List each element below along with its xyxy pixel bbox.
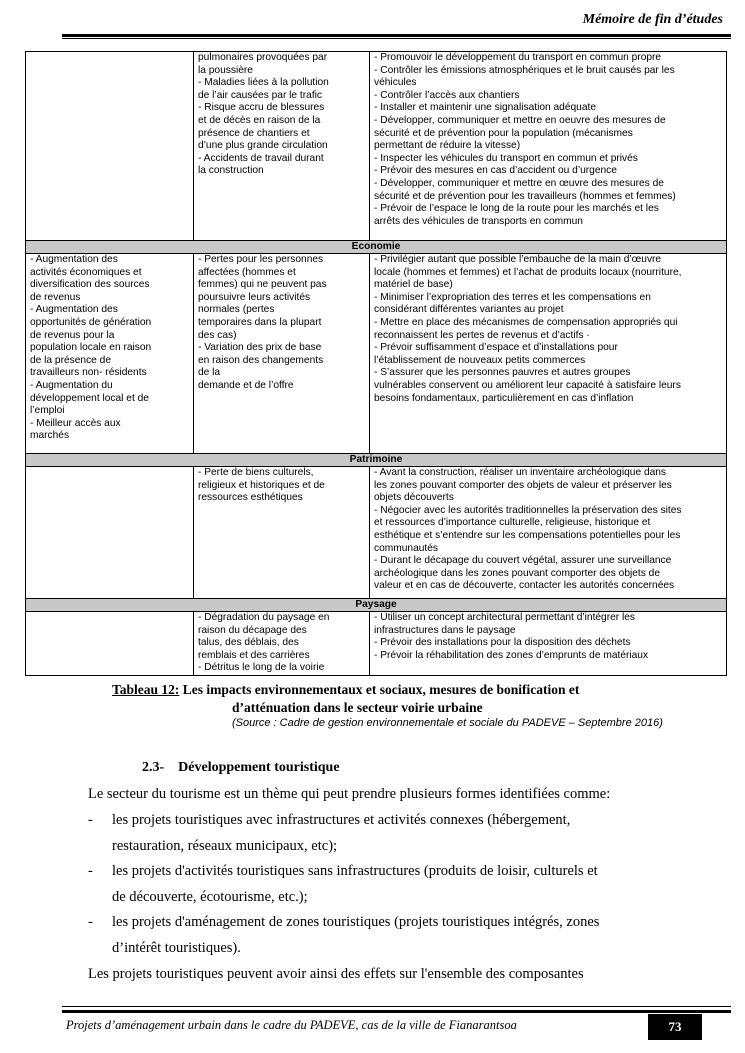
- table-cell: - Utiliser un concept architectural permettant d’intégrer les infrastructures dans le paysage - Prévoir des installations pour la disposition des déchets - Prévoir la réhabilitation des zones d’emprunts de matériaux: [370, 612, 727, 676]
- table-cell: [26, 612, 194, 676]
- table-cell: - Avant la construction, réaliser un inventaire archéologique dans les zones pouvant comporter des objets de valeur et préserver les objets découverts - Négocier avec les autorités traditionnelles la préservation des sites et ressources d’importance culturelle, religieuse, historique et esthétique et s’entendre sur les compensations potentielles pour les communautés - Durant le décapage du couvert végétal, assurer une surveillance archéologique dans les zones pouvant comporter des objets de valeur et en cas de découverte, contacter les autorités concernées: [370, 467, 727, 599]
- list-item-continued: d’intérêt touristiques).: [112, 940, 241, 956]
- table-cell: - Pertes pour les personnes affectées (hommes et femmes) qui ne peuvent pas poursuivre leurs activités normales (pertes temporaires dans la plupart des cas) - Variation des prix de base en raison des changements de la demande et de l’offre: [194, 254, 370, 454]
- list-item-continued: de découverte, écotourisme, etc.);: [112, 889, 308, 905]
- list-item-continued: restauration, réseaux municipaux, etc);: [112, 838, 338, 854]
- section-title: Paysage: [26, 599, 727, 612]
- caption-text: Les impacts environnementaux et sociaux, mesures de bonification et: [179, 682, 580, 697]
- list-item: les projets d'activités touristiques sans infrastructures (produits de loisir, culturels et: [112, 863, 598, 879]
- section-row-economie: [26, 241, 727, 254]
- header-rule: [62, 34, 731, 37]
- paragraph: Le secteur du tourisme est un thème qui peut prendre plusieurs formes identifiées comme:: [88, 786, 611, 802]
- page-number: 73: [648, 1014, 702, 1040]
- bullet-dash: -: [88, 863, 93, 879]
- list-item: les projets d'aménagement de zones touristiques (projets touristiques intégrés, zones: [112, 914, 600, 930]
- table-cell: - Perte de biens culturels, religieux et historiques et de ressources esthétiques: [194, 467, 370, 599]
- table-row: [26, 612, 727, 676]
- section-title: Patrimoine: [26, 454, 727, 467]
- caption-label: Tableau 12:: [112, 682, 180, 697]
- table-cell: - Dégradation du paysage en raison du décapage des talus, des déblais, des remblais et des carrières - Détritus le long de la voirie: [194, 612, 370, 676]
- table-caption-line2: d’atténuation dans le secteur voirie urbaine: [232, 700, 483, 715]
- section-row-patrimoine: [26, 454, 727, 467]
- running-header: Mémoire de fin d’études: [582, 12, 723, 27]
- table-cell: - Augmentation des activités économiques et diversification des sources de revenus - Augmentation des opportunités de génération de revenus pour la population locale en raison de la présence de travailleurs non- résidents - Augmentation du développement local et de l’emploi - Meilleur accès aux marchés: [26, 254, 194, 454]
- table-row: [26, 254, 727, 454]
- list-item: les projets touristiques avec infrastructures et activités connexes (hébergement,: [112, 812, 571, 828]
- section-row-paysage: [26, 599, 727, 612]
- table-source: (Source : Cadre de gestion environnementale et sociale du PADEVE – Septembre 2016): [232, 717, 663, 729]
- section-title: Développement touristique: [178, 760, 340, 775]
- table-cell: pulmonaires provoquées par la poussière - Maladies liées à la pollution de l’air causées par le trafic - Risque accru de blessures et de décès en raison de la présence de chantiers et d’une plus grande circulation - Accidents de travail durant la construction: [194, 52, 370, 241]
- footer-rule: [62, 1010, 731, 1013]
- section-heading: [142, 760, 340, 776]
- bullet-dash: -: [88, 914, 93, 930]
- running-footer: Projets d’aménagement urbain dans le cadre du PADEVE, cas de la ville de Fianarantsoa: [66, 1018, 517, 1032]
- section-title: Economie: [26, 241, 727, 254]
- impacts-table: [25, 51, 727, 676]
- table-cell: [26, 467, 194, 599]
- table-caption: [112, 682, 579, 698]
- paragraph: Les projets touristiques peuvent avoir ainsi des effets sur l'ensemble des composantes: [88, 966, 584, 982]
- table-row: [26, 467, 727, 599]
- footer-rule-thin: [62, 1006, 731, 1007]
- table-cell: - Promouvoir le développement du transport en commun propre - Contrôler les émissions atmosphériques et le bruit causés par les véhicules - Contrôler l’accès aux chantiers - Installer et maintenir une signalisation adéquate - Développer, communiquer et mettre en oeuvre des mesures de sécurité et de prévention pour la population (mécanismes permettant de réduire la vitesse) - Inspecter les véhicules du transport en commun et privés - Prévoir des mesures en cas d’accident ou d’urgence - Développer, communiquer et mettre en œuvre des mesures de sécurité et de prévention pour les travailleurs (hommes et femmes) - Prévoir de l’espace le long de la route pour les marchés et les arrêts des véhicules de transports en commun: [370, 52, 727, 241]
- table-cell: - Privilégier autant que possible l’embauche de la main d’œuvre locale (hommes et femmes) et l’achat de produits locaux (nourriture, matériel de base) - Minimiser l’expropriation des terres et les compensations en considérant différentes variantes au projet - Mettre en place des mécanismes de compensation appropriés qui reconnaissent les pertes de revenus et d’actifs · - Prévoir suffisamment d’espace et d’installations pour l’établissement de nouveaux petits commerces - S’assurer que les personnes pauvres et autres groupes vulnérables conservent ou améliorent leur capacité à satisfaire leurs besoins fondamentaux, particulièrement en cas d’inflation: [370, 254, 727, 454]
- table-cell: [26, 52, 194, 241]
- table-row: [26, 52, 727, 241]
- header-rule-thin: [62, 38, 731, 39]
- bullet-dash: -: [88, 812, 93, 828]
- section-number: 2.3-: [142, 760, 165, 775]
